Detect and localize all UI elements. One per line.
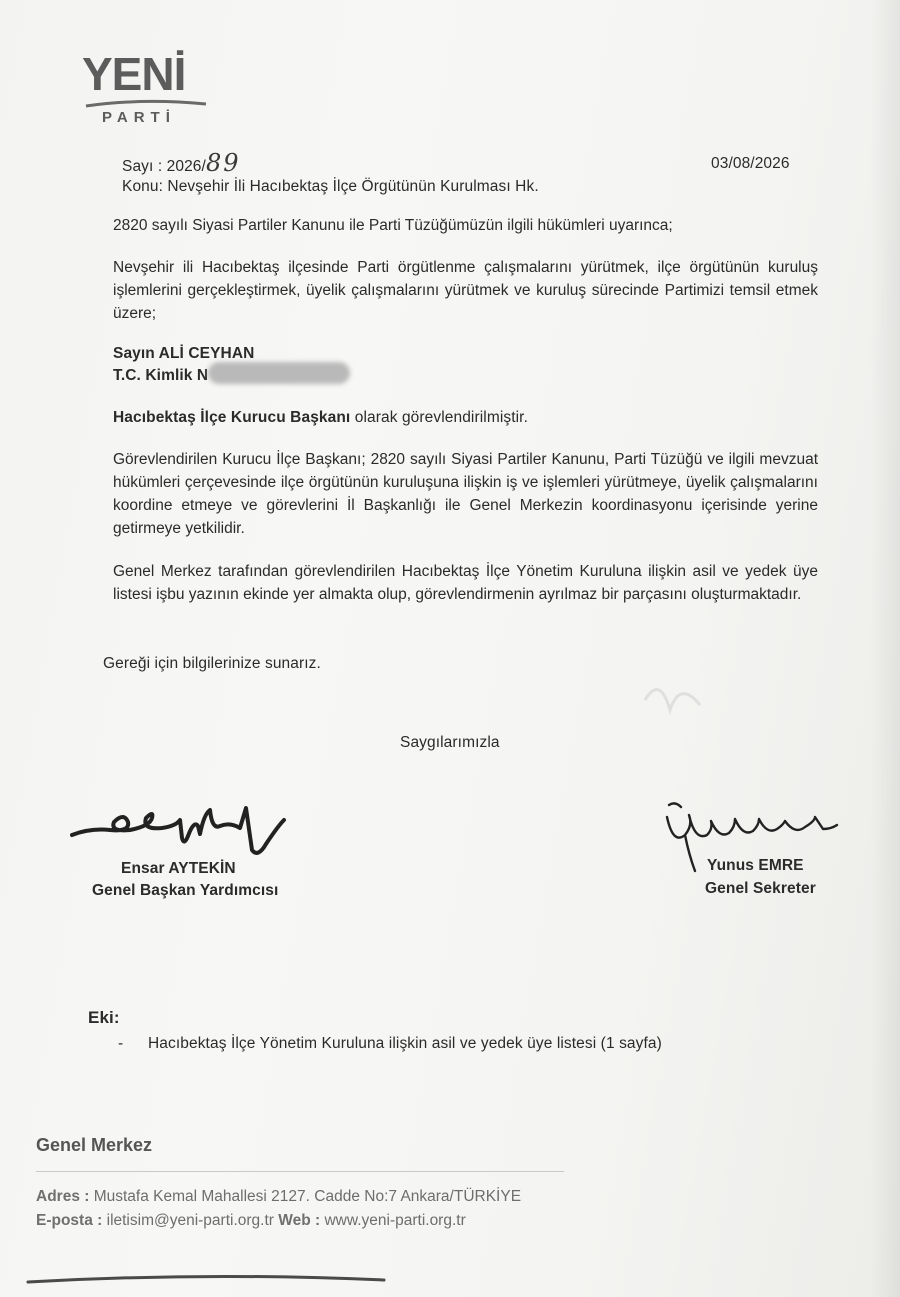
signatory-2-title: Genel Sekreter <box>705 880 816 897</box>
paragraph-legal-basis: 2820 sayılı Siyasi Partiler Kanunu ile Parti Tüzüğümüzün ilgili hükümleri uyarınca; <box>113 217 673 234</box>
footer-contact <box>36 1212 466 1230</box>
party-logo <box>82 46 212 126</box>
email-text: iletisim@yeni-parti.org.tr <box>102 1212 279 1229</box>
redacted-id-number <box>208 362 350 384</box>
attachment-item: Hacıbektaş İlçe Yönetim Kuruluna ilişkin asil ve yedek üye listesi (1 sayfa) <box>148 1035 662 1052</box>
attachments-label: Eki: <box>88 1008 120 1027</box>
email-label: E-posta : <box>36 1212 103 1229</box>
paragraph-closing-request: Gereği için bilgilerinize sunarız. <box>103 655 321 672</box>
closing-greeting: Saygılarımızla <box>400 734 500 751</box>
appointment-text: olarak görevlendirilmiştir. <box>350 409 528 426</box>
footer-divider <box>36 1171 564 1172</box>
address-label: Adres : <box>36 1188 90 1205</box>
footer-org-name: Genel Merkez <box>36 1135 153 1155</box>
paragraph-authority: Görevlendirilen Kurucu İlçe Başkanı; 2820 sayılı Siyasi Partiler Kanunu, Parti Tüzüğü ve ilgili mevzuat hükümleri çerçevesinde ilçe örgütünün kuruluşuna ilişkin iş ve işlemleri yürütmeye, üyelik çalışmalarını koordine etmeye ve görevlerini İl Başkanlığı ile Genel Merkezin koordinasyonu içerisinde yerine getirmeye yetkilidir. <box>113 451 818 537</box>
letter-date: 03/08/2026 <box>711 155 790 172</box>
subject-line: Konu: Nevşehir İli Hacıbektaş İlçe Örgütünün Kurulması Hk. <box>122 178 539 195</box>
recipient-id-label: T.C. Kimlik N <box>113 367 209 384</box>
reference-handwritten-number: 89 <box>205 149 241 177</box>
footer-decorative-stroke <box>26 1268 386 1286</box>
appointment-title: Hacıbektaş İlçe Kurucu Başkanı <box>113 409 351 426</box>
faint-bleedthrough-mark <box>640 670 720 730</box>
logo-sub: PARTİ <box>102 109 176 126</box>
attachment-bullet: - <box>118 1035 124 1052</box>
signatory-1-title: Genel Başkan Yardımcısı <box>92 882 279 899</box>
reference-label: Sayı : 2026/ <box>122 158 206 175</box>
address-text: Mustafa Kemal Mahallesi 2127. Cadde No:7 Ankara/TÜRKİYE <box>89 1188 522 1205</box>
paragraph-purpose: Nevşehir ili Hacıbektaş ilçesinde Parti örgütlenme çalışmalarını yürütmek, ilçe örgütünün kuruluş işlemlerini gerçekleştirmek, üyelik çalışmalarını yürütmek ve kuruluş sürecinde Partimizi temsil etmek üzere; <box>113 259 818 322</box>
signature-aytekin <box>70 800 300 860</box>
logo-word: YENİ <box>82 48 186 100</box>
web-label: Web : <box>278 1212 321 1229</box>
signatory-2-name: Yunus EMRE <box>707 857 804 874</box>
signatory-1-name: Ensar AYTEKİN <box>121 860 236 877</box>
paragraph-member-list: Genel Merkez tarafından görevlendirilen Hacıbektaş İlçe Yönetim Kuruluna ilişkin asil ve yedek üye listesi işbu yazının ekinde yer almakta olup, görevlendirmenin ayrılmaz bir parçasını oluşturmaktadır. <box>113 563 818 603</box>
recipient-name: Sayın ALİ CEYHAN <box>113 345 255 362</box>
footer-address <box>36 1188 521 1206</box>
web-text: www.yeni-parti.org.tr <box>320 1212 466 1229</box>
appointment-line <box>113 406 528 429</box>
